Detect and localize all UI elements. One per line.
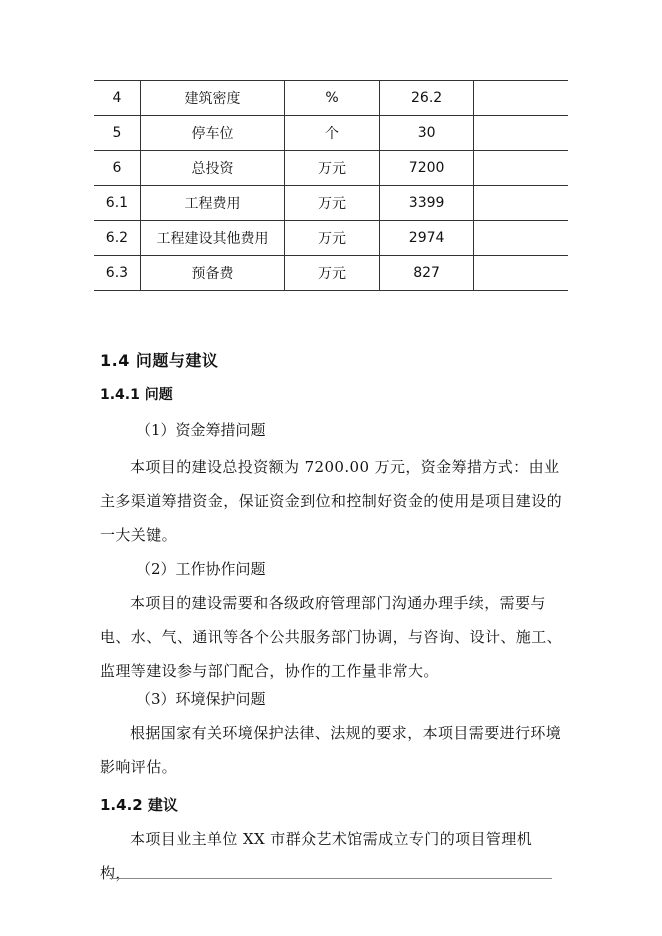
row-unit: 万元 [285, 186, 380, 221]
row-name: 预备费 [140, 256, 284, 291]
problem-3-paragraph: 根据国家有关环境保护法律、法规的要求，本项目需要进行环境影响评估。 [100, 724, 562, 776]
table-row [94, 256, 568, 291]
row-note [474, 256, 568, 291]
row-unit: 万元 [285, 256, 380, 291]
row-note [474, 81, 568, 116]
row-number: 6.3 [94, 256, 140, 291]
row-note [474, 151, 568, 186]
row-name: 总投资 [140, 151, 284, 186]
table-row [94, 221, 568, 256]
row-value: 30 [379, 116, 474, 151]
row-note [474, 116, 568, 151]
row-number: 4 [94, 81, 140, 116]
row-unit: 万元 [285, 221, 380, 256]
suggestions-heading: 1.4.2 建议 [100, 796, 178, 814]
row-unit: % [285, 81, 380, 116]
row-unit: 个 [285, 116, 380, 151]
row-name: 停车位 [140, 116, 284, 151]
indicator-table [94, 80, 568, 291]
row-number: 5 [94, 116, 140, 151]
row-value: 2974 [379, 221, 474, 256]
table-row [94, 116, 568, 151]
footer-divider [110, 878, 552, 879]
table-row [94, 186, 568, 221]
row-name: 工程建设其他费用 [140, 221, 284, 256]
row-number: 6.1 [94, 186, 140, 221]
problem-2-paragraph: 本项目的建设需要和各级政府管理部门沟通办理手续，需要与电、水、气、通讯等各个公共服务部门协调，与咨询、设计、施工、监理等建设参与部门配合，协作的工作量非常大。 [100, 594, 563, 680]
problem-1-heading: （1）资金筹措问题 [136, 421, 266, 439]
suggestion-paragraph: 本项目业主单位 XX 市群众艺术馆需成立专门的项目管理机构， [100, 830, 533, 882]
row-unit: 万元 [285, 151, 380, 186]
section-title: 1.4 问题与建议 [100, 351, 219, 370]
indicator-table-body [94, 81, 568, 291]
row-value: 827 [379, 256, 474, 291]
row-number: 6.2 [94, 221, 140, 256]
table-row [94, 151, 568, 186]
problem-3-heading: （3）环境保护问题 [136, 690, 266, 708]
row-name: 建筑密度 [140, 81, 284, 116]
table-row [94, 81, 568, 116]
row-value: 7200 [379, 151, 474, 186]
row-note [474, 186, 568, 221]
row-value: 3399 [379, 186, 474, 221]
problem-1-paragraph: 本项目的建设总投资额为 7200.00 万元，资金筹措方式：由业主多渠道筹措资金，保证资金到位和控制好资金的使用是项目建设的一大关键。 [100, 458, 563, 544]
problem-2-heading: （2）工作协作问题 [136, 560, 266, 578]
row-value: 26.2 [379, 81, 474, 116]
row-note [474, 221, 568, 256]
row-name: 工程费用 [140, 186, 284, 221]
problems-heading: 1.4.1 问题 [100, 387, 173, 403]
row-number: 6 [94, 151, 140, 186]
